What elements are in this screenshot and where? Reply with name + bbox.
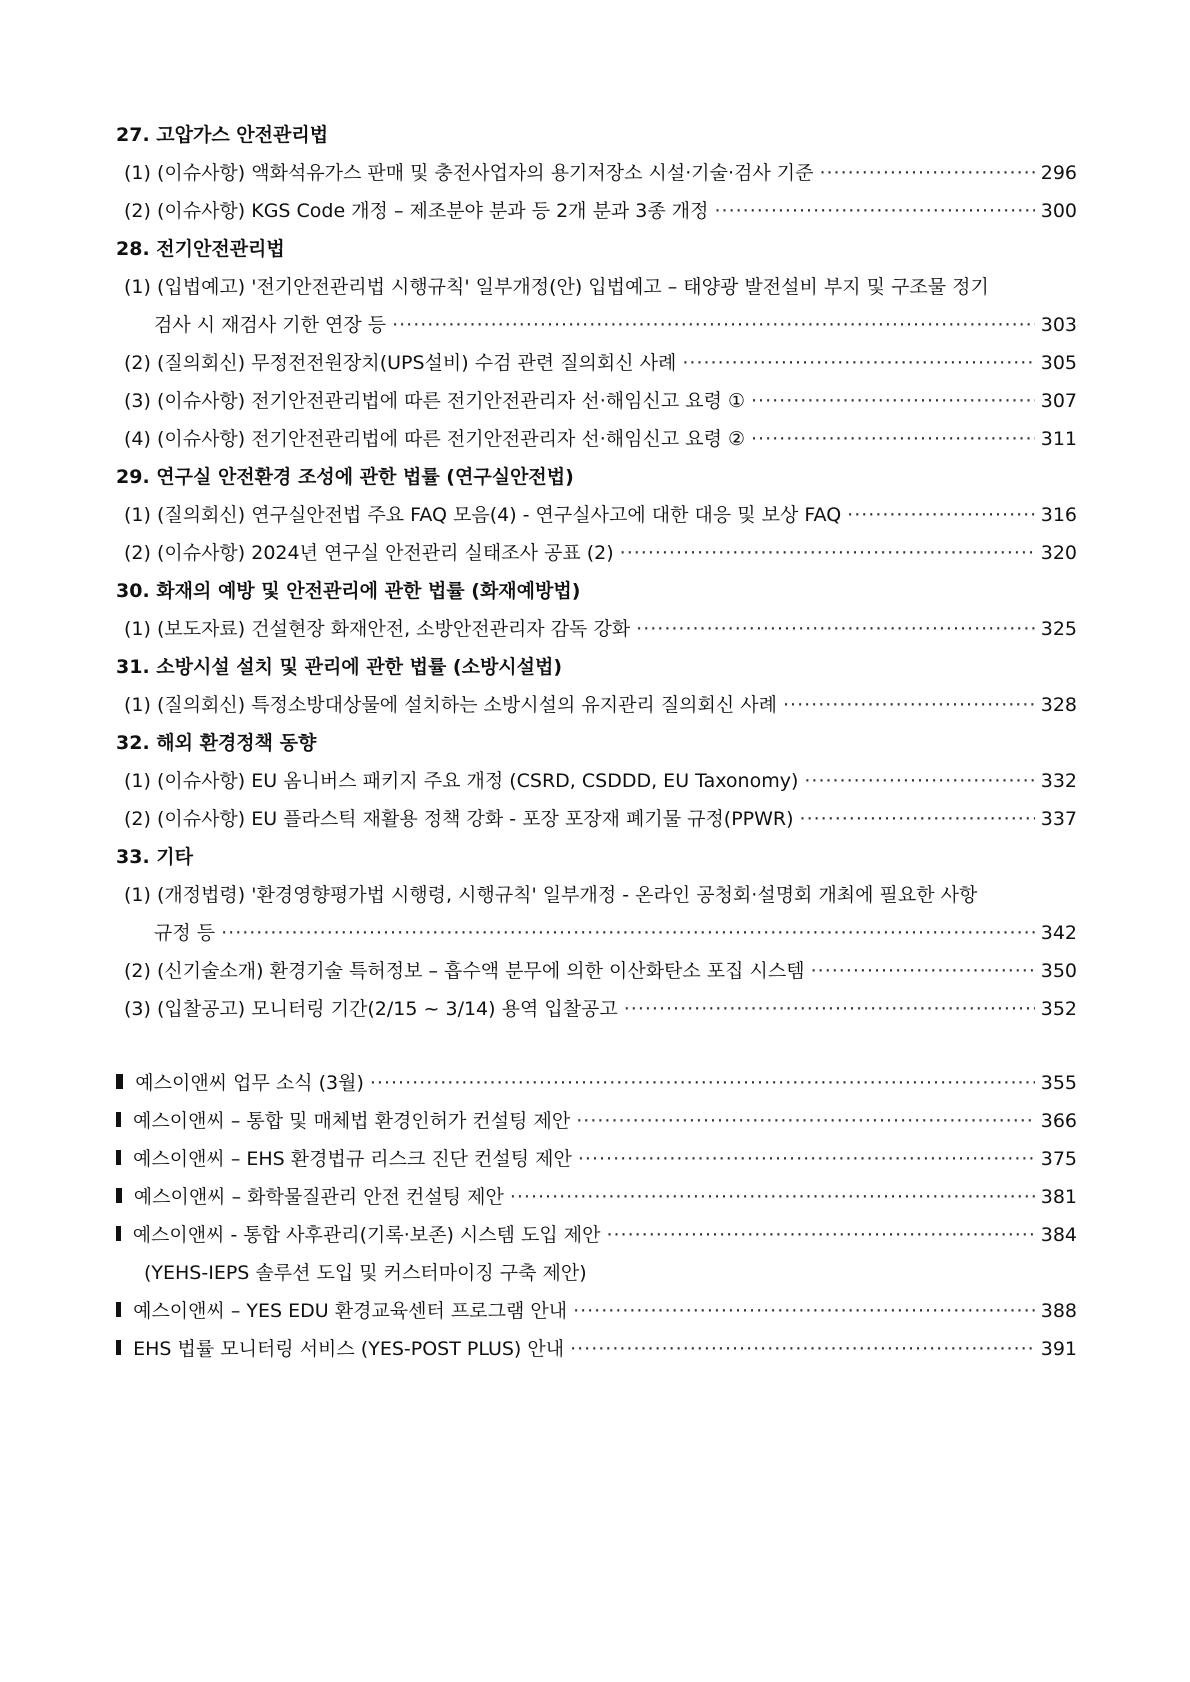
toc-entry-text: 예스이앤씨 – YES EDU 환경교육센터 프로그램 안내	[133, 1300, 568, 1322]
toc-entry-text: 규정 등	[154, 922, 216, 944]
toc-entry-text: 예스이앤씨 – 통합 및 매체법 환경인허가 컨설팅 제안	[133, 1110, 571, 1132]
dot-leader	[370, 1064, 1035, 1102]
page-number: 325	[1040, 618, 1077, 640]
toc-extra-entry[interactable]	[116, 1178, 1077, 1216]
toc-entry-text: (1) (보도자료) 건설현장 화재안전, 소방안전관리자 감독 강화	[124, 618, 631, 640]
dot-leader	[800, 800, 1035, 838]
page-number: 300	[1040, 200, 1077, 222]
toc-entry-text: (2) (이슈사항) EU 플라스틱 재활용 정책 강화 - 포장 포장재 폐기물 규정(PPWR)	[124, 808, 794, 830]
toc-entry[interactable]	[116, 952, 1077, 990]
dot-leader	[606, 1216, 1034, 1254]
toc-entry[interactable]	[116, 686, 1077, 724]
toc-extra-continuation	[116, 1254, 1077, 1292]
toc-entry[interactable]	[116, 192, 1077, 230]
toc-entry-text: 검사 시 재검사 기한 연장 등	[154, 314, 387, 336]
page-number: 316	[1040, 504, 1077, 526]
toc-entry[interactable]	[116, 154, 1077, 192]
square-bullet-icon	[116, 1340, 121, 1355]
page-number: 296	[1040, 162, 1077, 184]
toc-extra-entry[interactable]	[116, 1102, 1077, 1140]
dot-leader	[783, 686, 1035, 724]
toc-entry[interactable]	[116, 762, 1077, 800]
page-number: 311	[1040, 428, 1077, 450]
page-number: 375	[1040, 1148, 1077, 1170]
dot-leader	[751, 382, 1035, 420]
toc-entry-text: (4) (이슈사항) 전기안전관리법에 따른 전기안전관리자 선·해임신고 요령 ②	[124, 428, 746, 450]
dot-leader	[715, 192, 1035, 230]
dot-leader	[392, 306, 1035, 344]
toc-entry-text: 예스이앤씨 업무 소식 (3월)	[135, 1072, 364, 1094]
toc-extra-entry[interactable]	[116, 1292, 1077, 1330]
page-number: 388	[1040, 1300, 1077, 1322]
toc-entry-text: (YEHS-IEPS 솔루션 도입 및 커스터마이징 구축 제안)	[144, 1262, 587, 1284]
toc-entry[interactable]	[116, 344, 1077, 382]
dot-leader	[847, 496, 1035, 534]
page-number: 307	[1040, 390, 1077, 412]
page-number: 342	[1040, 922, 1077, 944]
page-number: 332	[1040, 770, 1077, 792]
square-bullet-icon	[116, 1188, 122, 1203]
page-number: 305	[1040, 352, 1077, 374]
section-title: 29. 연구실 안전환경 조성에 관한 법률 (연구실안전법)	[116, 466, 574, 488]
toc-entry-continuation[interactable]	[116, 306, 1077, 344]
page-number: 391	[1040, 1338, 1077, 1360]
dot-leader	[221, 914, 1035, 952]
toc-entry-text: (3) (이슈사항) 전기안전관리법에 따른 전기안전관리자 선·해임신고 요령 ①	[124, 390, 746, 412]
square-bullet-icon	[116, 1074, 123, 1089]
dot-leader	[510, 1178, 1035, 1216]
dot-leader	[576, 1102, 1034, 1140]
toc-entry-text: (1) (이슈사항) 액화석유가스 판매 및 충전사업자의 용기저장소 시설·기술·검사 기준	[124, 162, 814, 184]
toc-entry-text: (1) (이슈사항) EU 옴니버스 패키지 주요 개정 (CSRD, CSDDD, EU Taxonomy)	[124, 770, 799, 792]
toc-entry[interactable]	[116, 610, 1077, 648]
section-title: 32. 해외 환경정책 동향	[116, 732, 317, 754]
dot-leader	[804, 762, 1034, 800]
page-number: 303	[1040, 314, 1077, 336]
dot-leader	[751, 420, 1035, 458]
page-number: 320	[1040, 542, 1077, 564]
dot-leader	[620, 534, 1035, 572]
spacer	[116, 1028, 1077, 1064]
page-number: 366	[1040, 1110, 1077, 1132]
toc-entry-text: (1) (개정법령) '환경영향평가법 시행령, 시행규칙' 일부개정 - 온라인 공청회·설명회 개최에 필요한 사항	[124, 884, 978, 906]
toc-entry-text: (3) (입찰공고) 모니터링 기간(2/15 ~ 3/14) 용역 입찰공고	[124, 998, 618, 1020]
toc-entry[interactable]	[116, 990, 1077, 1028]
toc-entry[interactable]	[116, 420, 1077, 458]
page-number: 350	[1040, 960, 1077, 982]
section-title: 30. 화재의 예방 및 안전관리에 관한 법률 (화재예방법)	[116, 580, 581, 602]
toc-entry-text: (1) (질의회신) 연구실안전법 주요 FAQ 모음(4) - 연구실사고에 대한 대응 및 보상 FAQ	[124, 504, 842, 526]
dot-leader	[811, 952, 1035, 990]
toc-extra-entry[interactable]	[116, 1140, 1077, 1178]
toc-entry-text: EHS 법률 모니터링 서비스 (YES-POST PLUS) 안내	[133, 1338, 565, 1360]
dot-leader	[573, 1292, 1035, 1330]
page-number: 381	[1040, 1186, 1077, 1208]
toc-entry-text: (2) (질의회신) 무정전전원장치(UPS설비) 수검 관련 질의회신 사례	[124, 352, 677, 374]
table-of-contents	[116, 116, 1077, 1368]
toc-entry[interactable]	[116, 496, 1077, 534]
square-bullet-icon	[116, 1302, 121, 1317]
toc-entry-text: (2) (이슈사항) KGS Code 개정 – 제조분야 분과 등 2개 분과 3종 개정	[124, 200, 709, 222]
dot-leader	[570, 1330, 1035, 1368]
page-number: 352	[1040, 998, 1077, 1020]
section-title: 31. 소방시설 설치 및 관리에 관한 법률 (소방시설법)	[116, 656, 563, 678]
toc-entry[interactable]	[116, 268, 1077, 306]
toc-entry[interactable]	[116, 876, 1077, 914]
toc-entry-text: 예스이앤씨 – 화학물질관리 안전 컨설팅 제안	[133, 1186, 504, 1208]
toc-entry-text: (2) (이슈사항) 2024년 연구실 안전관리 실태조사 공표 (2)	[124, 542, 614, 564]
dot-leader	[624, 990, 1035, 1028]
toc-entry-text: 예스이앤씨 - 통합 사후관리(기록·보존) 시스템 도입 제안	[132, 1224, 601, 1246]
section-title: 27. 고압가스 안전관리법	[116, 124, 329, 146]
toc-entry[interactable]	[116, 382, 1077, 420]
toc-entry-text: (2) (신기술소개) 환경기술 특허정보 – 흡수액 분무에 의한 이산화탄소 포집 시스템	[124, 960, 805, 982]
page-number: 328	[1040, 694, 1077, 716]
page-number: 337	[1040, 808, 1077, 830]
section-title: 33. 기타	[116, 846, 193, 868]
toc-entry-text: (1) (질의회신) 특정소방대상물에 설치하는 소방시설의 유지관리 질의회신 사례	[124, 694, 777, 716]
dot-leader	[682, 344, 1034, 382]
square-bullet-icon	[116, 1112, 121, 1127]
dot-leader	[636, 610, 1035, 648]
toc-entry-text: (1) (입법예고) '전기안전관리법 시행규칙' 일부개정(안) 입법예고 – 태양광 발전설비 부지 및 구조물 정기	[124, 276, 989, 298]
page-number: 384	[1040, 1224, 1077, 1246]
toc-extra-entry[interactable]	[116, 1330, 1077, 1368]
dot-leader	[578, 1140, 1035, 1178]
toc-entry[interactable]	[116, 800, 1077, 838]
square-bullet-icon	[116, 1226, 121, 1241]
toc-entry-continuation[interactable]	[116, 914, 1077, 952]
toc-extra-entry[interactable]	[116, 1064, 1077, 1102]
toc-entry[interactable]	[116, 534, 1077, 572]
square-bullet-icon	[116, 1150, 121, 1165]
section-title: 28. 전기안전관리법	[116, 238, 285, 260]
toc-entry-text: 예스이앤씨 – EHS 환경법규 리스크 진단 컨설팅 제안	[133, 1148, 572, 1170]
page-number: 355	[1040, 1072, 1077, 1094]
toc-extra-entry[interactable]	[116, 1216, 1077, 1254]
dot-leader	[819, 154, 1034, 192]
